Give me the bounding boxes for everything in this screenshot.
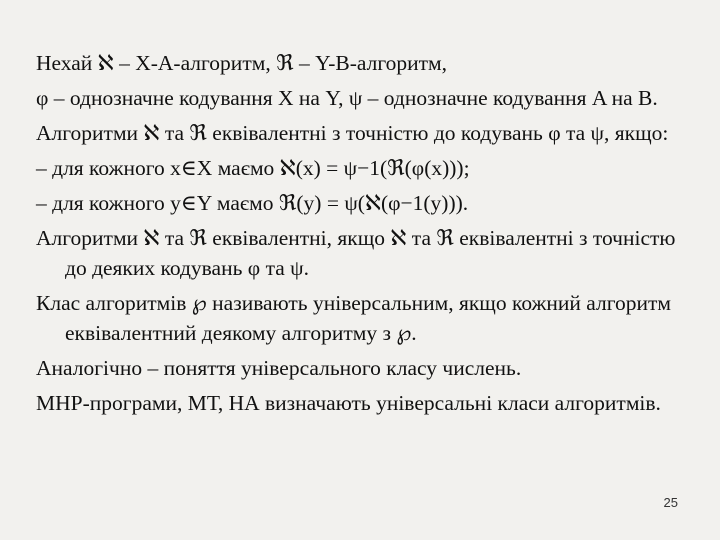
page-number: 25 (663, 495, 678, 510)
paragraph-equivalence-definition: Алгоритми ℵ та ℜ еквівалентні з точністю до кодувань φ та ψ, якщо: (36, 121, 669, 145)
slide-body (36, 48, 696, 423)
paragraph-condition-y: – для кожного y∈Y маємо ℜ(y) = ψ(ℵ(φ−1(y))). (36, 191, 469, 215)
paragraph-condition-x: – для кожного x∈X маємо ℵ(x) = ψ−1(ℜ(φ(x))); (36, 156, 470, 180)
paragraph-codings: φ – однозначне кодування X на Y, ψ – однозначне кодування A на B. (36, 86, 658, 110)
paragraph-universal-class: Клас алгоритмів ℘ називають універсальним, якщо кожний алгоритм еквівалентний деякому алгоритму з ℘. (36, 291, 672, 345)
paragraph-universal-calculi: Аналогічно – поняття універсального класу числень. (36, 356, 522, 380)
paragraph-algorithm-definitions: Нехай ℵ – X-A-алгоритм, ℜ – Y-B-алгоритм, (36, 51, 447, 75)
paragraph-universal-examples: МНР-програми, МТ, НА визначають універсальні класи алгоритмів. (36, 391, 661, 415)
paragraph-equivalent-algorithms: Алгоритми ℵ та ℜ еквівалентні, якщо ℵ та ℜ еквівалентні з точністю до деяких кодувань φ та ψ. (36, 226, 676, 280)
